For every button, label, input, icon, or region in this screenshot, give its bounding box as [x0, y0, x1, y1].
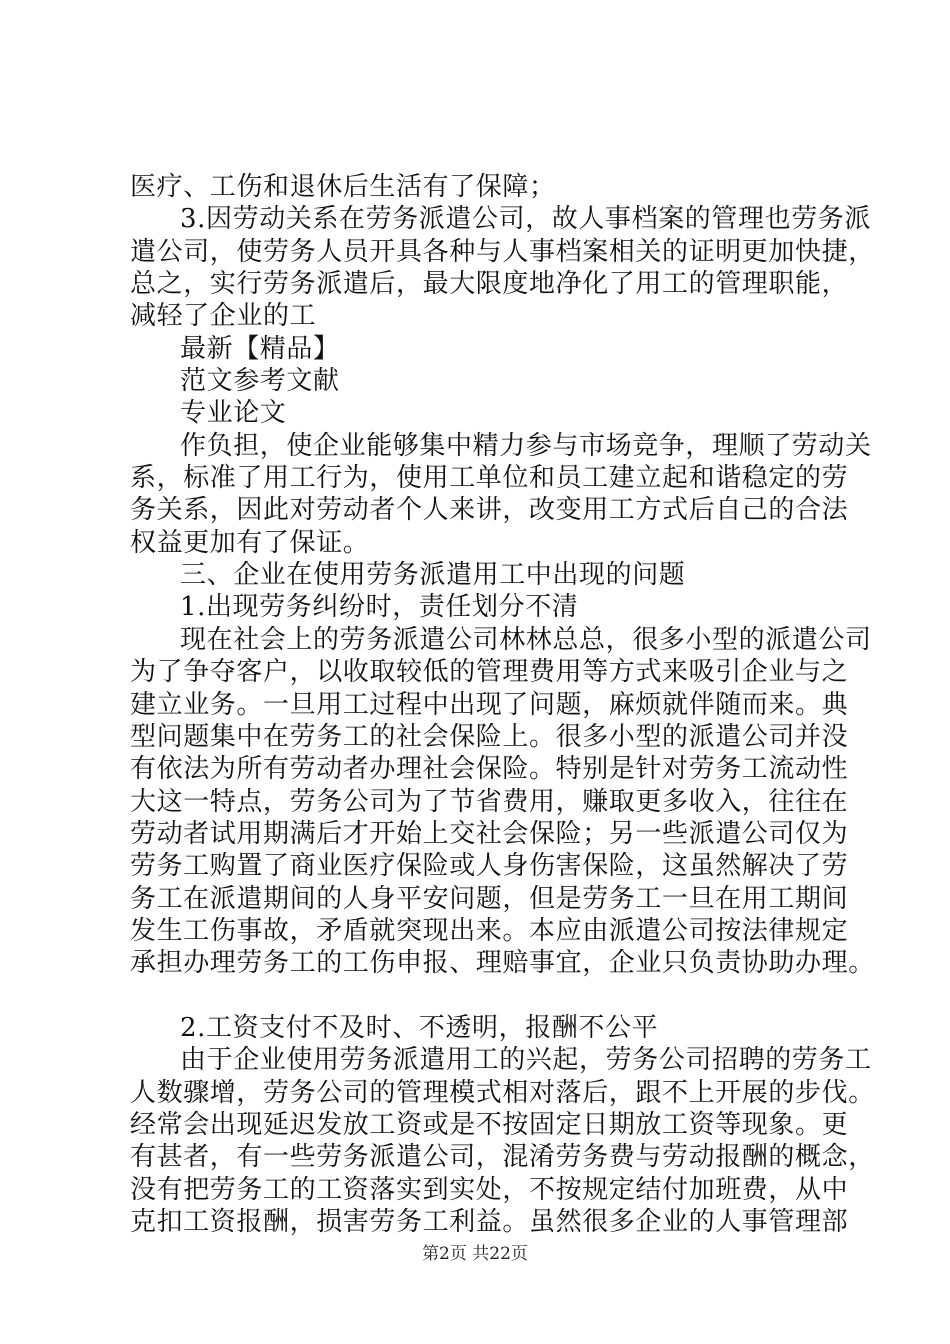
paragraph-gap	[130, 980, 850, 1012]
text-line: 型问题集中在劳务工的社会保险上。很多小型的派遣公司并没	[130, 721, 849, 752]
text-line: 建立业务。一旦用工过程中出现了问题，麻烦就伴随而来。典	[130, 689, 849, 720]
text-line: 3.因劳动关系在劳务派遣公司，故人事档案的管理也劳务派	[180, 204, 872, 235]
text-line: 权益更加有了保证。	[130, 527, 370, 558]
text-line: 总之，实行劳务派遣后，最大限度地净化了用工的管理职能，	[130, 269, 849, 300]
text-line: 人数骤增，劳务公司的管理模式相对落后，跟不上开展的步伐。	[130, 1077, 875, 1108]
text-line: 专业论文	[180, 398, 287, 429]
text-line: 遣公司，使劳务人员开具各种与人事档案相关的证明更加快捷，	[130, 236, 875, 267]
text-line: 医疗、工伤和退休后生活有了保障；	[130, 172, 556, 202]
text-line: 由于企业使用劳务派遣用工的兴起，劳务公司招聘的劳务工	[180, 1045, 872, 1076]
document-body	[130, 171, 875, 1238]
text-line: 1.出现劳务纠纷时，责任划分不清	[180, 592, 579, 623]
text-line: 系，标准了用工行为，使用工单位和员工建立起和谐稳定的劳	[130, 463, 849, 494]
text-line: 现在社会上的劳务派遣公司林林总总，很多小型的派遣公司	[180, 624, 872, 655]
text-line: 发生工伤事故，矛盾就突现出来。本应由派遣公司按法律规定	[130, 915, 849, 946]
text-line: 范文参考文献	[180, 366, 340, 397]
text-line: 务工在派遣期间的人身平安问题，但是劳务工一旦在用工期间	[130, 883, 849, 914]
text-line: 为了争夺客户，以收取较低的管理费用等方式来吸引企业与之	[130, 657, 849, 688]
text-line: 作负担，使企业能够集中精力参与市场竞争，理顺了劳动关	[180, 430, 872, 461]
text-line: 大这一特点，劳务公司为了节省费用，赚取更多收入，往往在	[130, 786, 849, 817]
text-line: 三、企业在使用劳务派遣用工中出现的问题	[180, 560, 686, 591]
page-number-footer: 第2页 共22页	[422, 1244, 528, 1264]
text-line: 务关系，因此对劳动者个人来讲，改变用工方式后自己的合法	[130, 495, 849, 526]
text-line: 最新【精品】	[180, 333, 340, 364]
text-line: 减轻了企业的工	[130, 301, 317, 332]
text-line: 2.工资支付不及时、不透明，报酬不公平	[180, 1012, 659, 1043]
text-line: 劳动者试用期满后才开始上交社会保险；另一些派遣公司仅为	[130, 818, 849, 849]
text-line: 劳务工购置了商业医疗保险或人身伤害保险，这虽然解决了劳	[130, 851, 849, 882]
text-line: 没有把劳务工的工资落实到实处，不按规定结付加班费，从中	[130, 1174, 849, 1205]
text-line: 有依法为所有劳动者办理社会保险。特别是针对劳务工流动性	[130, 754, 849, 785]
text-line: 有甚者，有一些劳务派遣公司，混淆劳务费与劳动报酬的概念，	[130, 1142, 875, 1173]
text-line: 承担办理劳务工的工伤申报、理赔事宜，企业只负责协助办理。	[130, 948, 875, 979]
text-line: 克扣工资报酬，损害劳务工利益。虽然很多企业的人事管理部	[130, 1207, 849, 1237]
text-line: 经常会出现延迟发放工资或是不按固定日期放工资等现象。更	[130, 1109, 849, 1140]
